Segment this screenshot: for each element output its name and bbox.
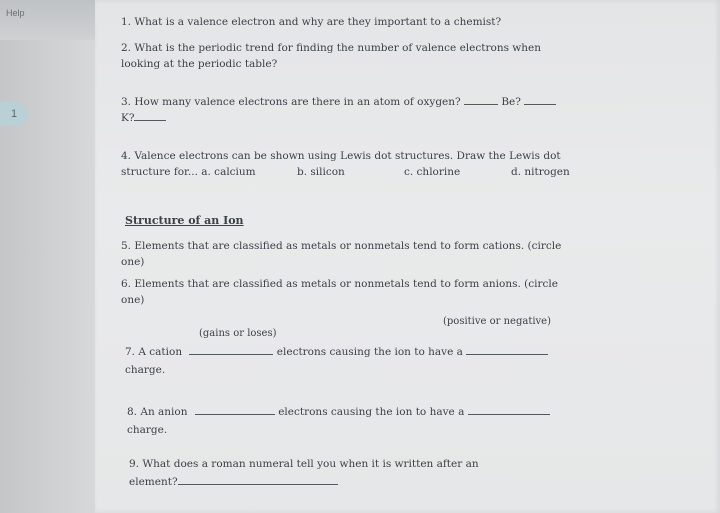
question-5-line-1: 5. Elements that are classified as metals or nonmetals tend to form cations. (circle <box>121 240 562 252</box>
question-7-middle: electrons causing the ion to have a <box>276 346 463 358</box>
question-6-line-1: 6. Elements that are classified as metals or nonmetals tend to form anions. (circle <box>121 278 558 290</box>
hint-positive-or-negative: (positive or negative) <box>443 316 552 327</box>
question-4-silicon: b. silicon <box>297 166 345 178</box>
question-8-middle: electrons causing the ion to have a <box>278 406 465 418</box>
question-3-line-1 <box>121 94 556 110</box>
question-3-be: Be? <box>501 96 521 108</box>
question-9-text: element? <box>129 476 178 488</box>
question-9-line-2 <box>129 474 338 490</box>
question-8-end: charge. <box>127 424 168 436</box>
question-4-line-1: 4. Valence electrons can be shown using Lewis dot structures. Draw the Lewis dot <box>121 150 561 162</box>
question-4-line-2 <box>121 164 591 180</box>
worksheet-page <box>95 0 720 513</box>
question-8-line-1 <box>127 404 627 420</box>
question-2-line-2: looking at the periodic table? <box>121 58 278 70</box>
question-7-line-1 <box>125 344 625 360</box>
question-5-line-2: one) <box>121 256 145 268</box>
question-7-end: charge. <box>125 364 166 376</box>
question-9-line-1: 9. What does a roman numeral tell you when it is written after an <box>129 458 479 470</box>
anion-charge-blank[interactable] <box>468 404 550 415</box>
section-heading: Structure of an Ion <box>125 214 244 227</box>
question-7-label: 7. A cation <box>125 346 183 358</box>
hint-gains-or-loses: (gains or loses) <box>199 328 277 339</box>
question-3-line-2 <box>121 110 166 126</box>
anion-gains-blank[interactable] <box>195 404 275 415</box>
roman-numeral-answer-blank[interactable] <box>178 474 338 485</box>
help-menu[interactable]: Help <box>6 8 25 18</box>
cation-charge-blank[interactable] <box>466 344 548 355</box>
question-8-label: 8. An anion <box>127 406 188 418</box>
cation-gains-blank[interactable] <box>189 344 273 355</box>
oxygen-answer-blank[interactable] <box>464 94 498 105</box>
question-3-k: K? <box>121 112 135 124</box>
question-1: 1. What is a valence electron and why are they important to a chemist? <box>121 16 502 28</box>
question-2-line-1: 2. What is the periodic trend for finding the number of valence electrons when <box>121 42 542 54</box>
potassium-answer-blank[interactable] <box>134 110 166 121</box>
question-4-chlorine: c. chlorine <box>404 166 461 178</box>
question-3-text: 3. How many valence electrons are there in an atom of oxygen? <box>121 96 461 108</box>
question-4-calcium: structure for... a. calcium <box>121 166 256 178</box>
question-6-line-2: one) <box>121 294 145 306</box>
question-4-nitrogen: d. nitrogen <box>511 166 570 178</box>
page-number-badge[interactable]: 1 <box>0 102 28 126</box>
beryllium-answer-blank[interactable] <box>524 94 556 105</box>
